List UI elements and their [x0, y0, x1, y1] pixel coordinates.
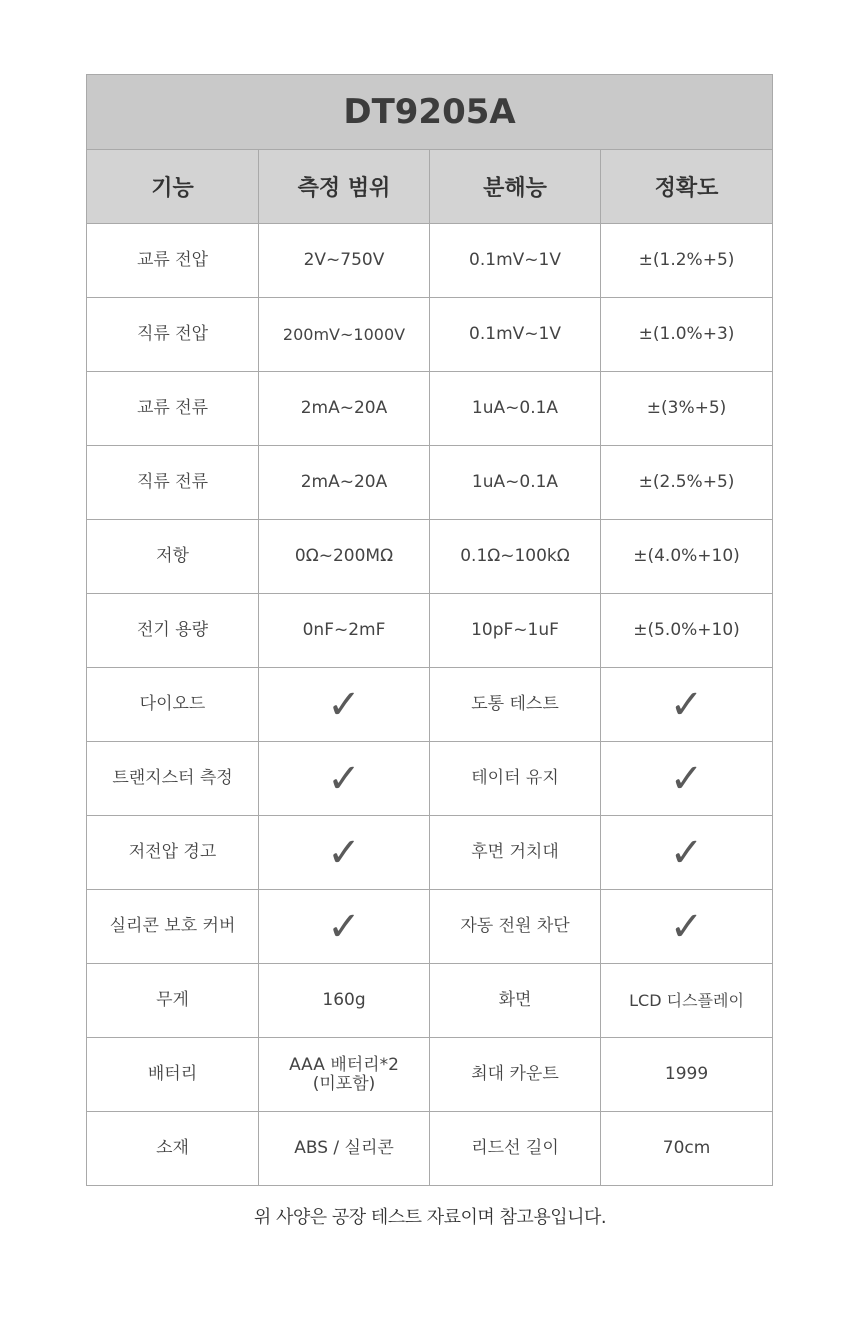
check-cell [601, 742, 773, 816]
table-row [87, 446, 773, 520]
material-label: 소재 [87, 1112, 259, 1186]
check-cell [259, 890, 430, 964]
resolution-cell: 10pF~1uF [430, 594, 601, 668]
battery-value-line2: (미포함) [312, 1073, 376, 1094]
function-cell: 직류 전압 [87, 298, 259, 372]
material-value: ABS / 실리콘 [259, 1112, 430, 1186]
resolution-cell: 1uA~0.1A [430, 446, 601, 520]
header-accuracy: 정확도 [601, 150, 773, 224]
feature-label: 다이오드 [87, 668, 259, 742]
feature-label: 도통 테스트 [430, 668, 601, 742]
table-row [87, 372, 773, 446]
max-count-label: 최대 카운트 [430, 1038, 601, 1112]
function-cell: 교류 전류 [87, 372, 259, 446]
spec-table [86, 74, 773, 1186]
title-row [87, 75, 773, 150]
function-cell: 전기 용량 [87, 594, 259, 668]
feature-label: 저전압 경고 [87, 816, 259, 890]
table-row [87, 1038, 773, 1112]
display-label: 화면 [430, 964, 601, 1038]
function-cell: 직류 전류 [87, 446, 259, 520]
checkmark-icon: ✓ [669, 681, 704, 728]
display-value: LCD 디스플레이 [601, 964, 773, 1038]
lead-length-label: 리드선 길이 [430, 1112, 601, 1186]
range-cell: 2mA~20A [259, 372, 430, 446]
battery-value [259, 1038, 430, 1112]
check-cell [601, 890, 773, 964]
checkmark-icon: ✓ [669, 755, 704, 802]
range-cell: 200mV~1000V [259, 298, 430, 372]
model-title: DT9205A [87, 75, 773, 150]
function-cell: 교류 전압 [87, 224, 259, 298]
table-row [87, 1112, 773, 1186]
function-cell: 저항 [87, 520, 259, 594]
checkmark-icon: ✓ [327, 681, 361, 728]
feature-label: 실리콘 보호 커버 [87, 890, 259, 964]
accuracy-cell: ±(1.0%+3) [601, 298, 773, 372]
accuracy-cell: ±(2.5%+5) [601, 446, 773, 520]
resolution-cell: 0.1Ω~100kΩ [430, 520, 601, 594]
feature-label: 자동 전원 차단 [430, 890, 601, 964]
checkmark-icon: ✓ [669, 829, 704, 876]
range-cell: 0Ω~200MΩ [259, 520, 430, 594]
weight-label: 무게 [87, 964, 259, 1038]
resolution-cell: 0.1mV~1V [430, 224, 601, 298]
table-row [87, 594, 773, 668]
resolution-cell: 0.1mV~1V [430, 298, 601, 372]
accuracy-cell: ±(5.0%+10) [601, 594, 773, 668]
check-cell [259, 668, 430, 742]
table-row [87, 298, 773, 372]
resolution-cell: 1uA~0.1A [430, 372, 601, 446]
table-row [87, 816, 773, 890]
battery-value-line1: AAA 배터리*2 [289, 1054, 399, 1075]
table-row [87, 742, 773, 816]
lead-length-value: 70cm [601, 1112, 773, 1186]
header-resolution: 분해능 [430, 150, 601, 224]
accuracy-cell: ±(1.2%+5) [601, 224, 773, 298]
range-cell: 2mA~20A [259, 446, 430, 520]
accuracy-cell: ±(4.0%+10) [601, 520, 773, 594]
checkmark-icon: ✓ [327, 755, 361, 802]
max-count-value: 1999 [601, 1038, 773, 1112]
header-row [87, 150, 773, 224]
feature-label: 후면 거치대 [430, 816, 601, 890]
check-cell [601, 816, 773, 890]
check-cell [601, 668, 773, 742]
accuracy-cell: ±(3%+5) [601, 372, 773, 446]
checkmark-icon: ✓ [327, 829, 361, 876]
table-row [87, 890, 773, 964]
range-cell: 0nF~2mF [259, 594, 430, 668]
checkmark-icon: ✓ [327, 903, 361, 950]
check-cell [259, 742, 430, 816]
table-row [87, 520, 773, 594]
header-range: 측정 범위 [259, 150, 430, 224]
feature-label: 테이터 유지 [430, 742, 601, 816]
table-row [87, 224, 773, 298]
table-row [87, 668, 773, 742]
battery-label: 배터리 [87, 1038, 259, 1112]
check-cell [259, 816, 430, 890]
header-function: 기능 [87, 150, 259, 224]
feature-label: 트랜지스터 측정 [87, 742, 259, 816]
table-row [87, 964, 773, 1038]
weight-value: 160g [259, 964, 430, 1038]
range-cell: 2V~750V [259, 224, 430, 298]
footnote: 위 사양은 공장 테스트 자료이며 참고용입니다. [253, 1207, 607, 1228]
checkmark-icon: ✓ [669, 903, 704, 950]
